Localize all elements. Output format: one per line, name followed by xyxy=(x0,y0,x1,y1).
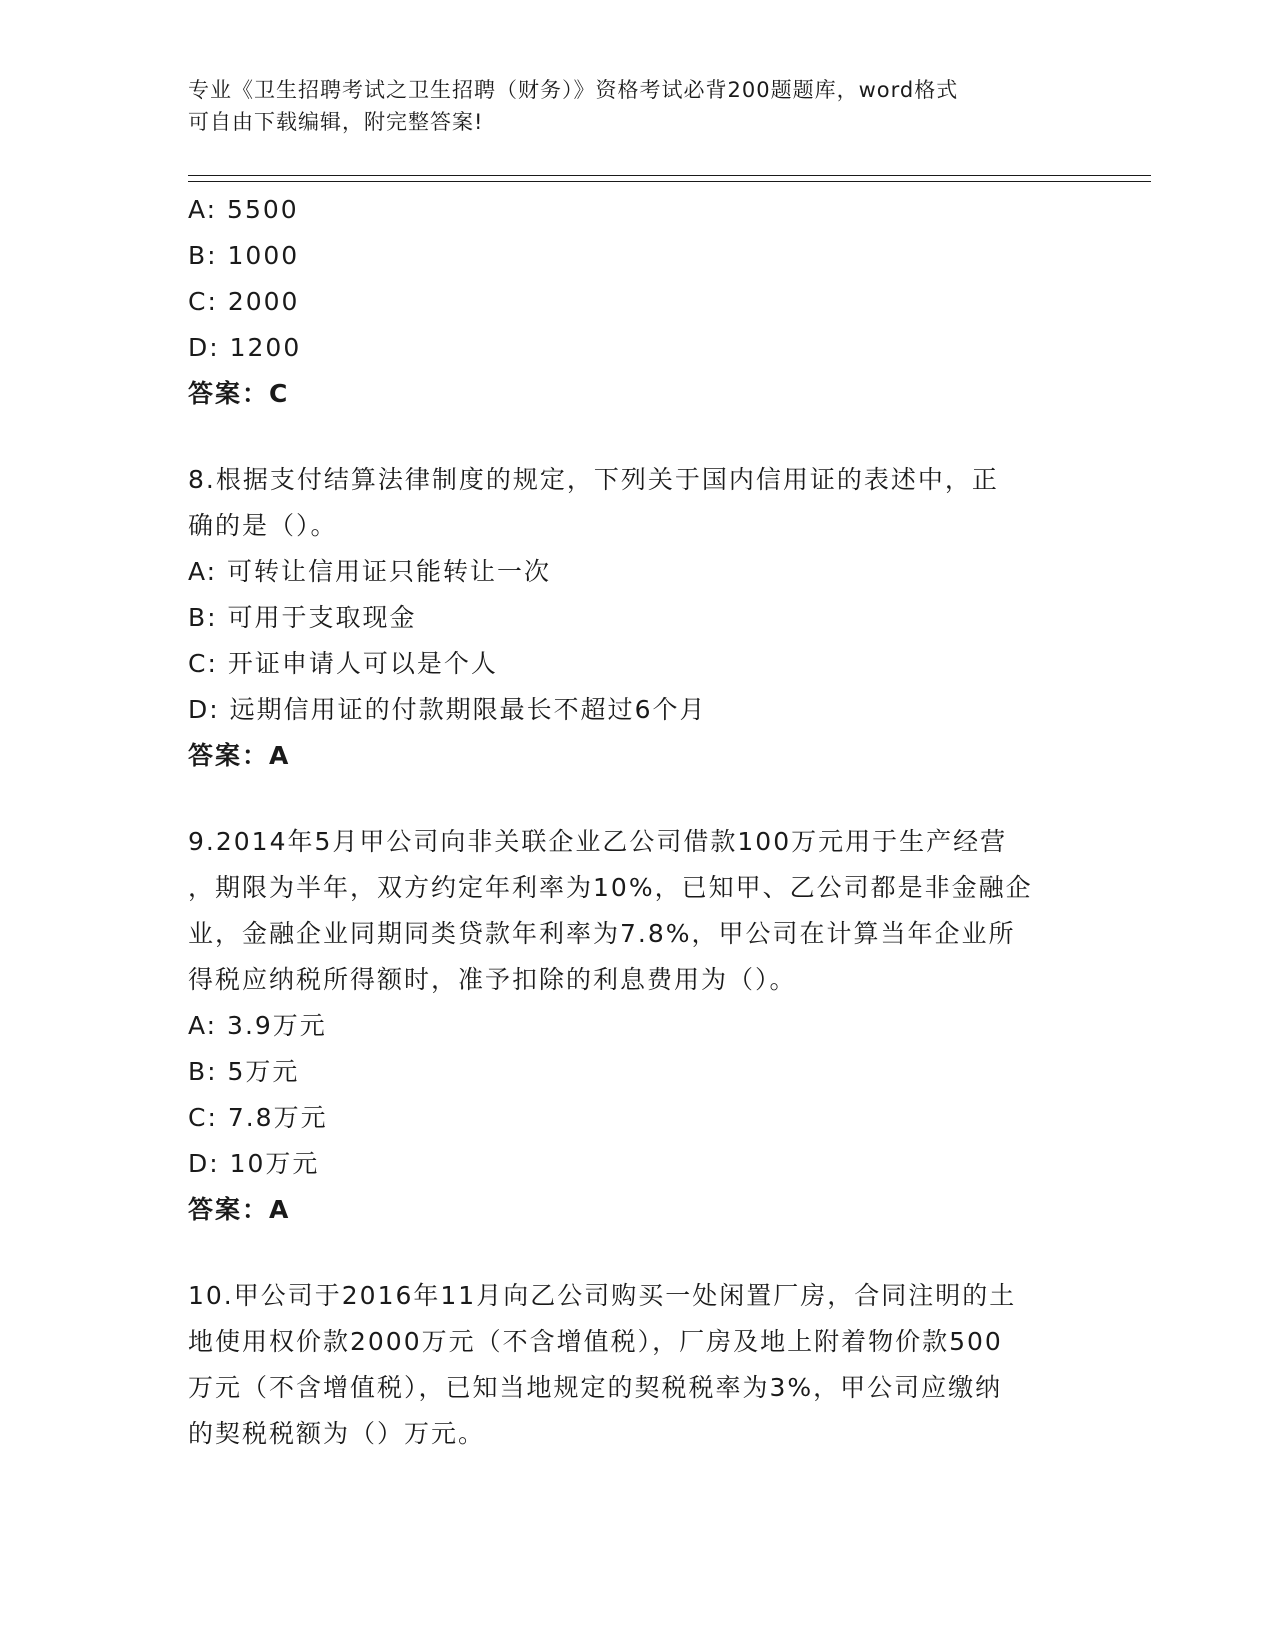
question-stem: 地使用权价款2000万元（不含增值税），厂房及地上附着物价款500 xyxy=(188,1327,1003,1356)
question-10 xyxy=(188,1273,1088,1457)
option-a: A: 5500 xyxy=(188,195,299,224)
question-stem: 9.2014年5月甲公司向非关联企业乙公司借款100万元用于生产经营 xyxy=(188,827,1008,856)
option-a: A: 3.9万元 xyxy=(188,1011,327,1040)
option-b: B: 可用于支取现金 xyxy=(188,603,417,632)
document-header xyxy=(188,74,1068,138)
question-stem: 得税应纳税所得额时，准予扣除的利息费用为（）。 xyxy=(188,965,797,994)
question-stem: 的契税税额为（）万元。 xyxy=(188,1419,486,1448)
option-d: D: 10万元 xyxy=(188,1149,320,1178)
question-7 xyxy=(188,187,1088,417)
question-stem: 8.根据支付结算法律制度的规定，下列关于国内信用证的表述中，正 xyxy=(188,465,999,494)
header-line: 可自由下载编辑，附完整答案! xyxy=(188,110,484,134)
option-b: B: 1000 xyxy=(188,241,300,270)
question-8 xyxy=(188,457,1088,779)
question-stem: 万元（不含增值税），已知当地规定的契税税率为3%，甲公司应缴纳 xyxy=(188,1373,1003,1402)
header-divider xyxy=(188,175,1151,176)
option-c: C: 7.8万元 xyxy=(188,1103,328,1132)
option-a: A: 可转让信用证只能转让一次 xyxy=(188,557,552,586)
option-d: D: 1200 xyxy=(188,333,302,362)
header-line: 专业《卫生招聘考试之卫生招聘（财务）》资格考试必背200题题库，word格式 xyxy=(188,78,959,102)
option-d: D: 远期信用证的付款期限最长不超过6个月 xyxy=(188,695,707,724)
option-b: B: 5万元 xyxy=(188,1057,300,1086)
question-9 xyxy=(188,819,1088,1233)
header-divider xyxy=(188,181,1151,182)
answer: 答案：C xyxy=(188,379,290,408)
option-c: C: 2000 xyxy=(188,287,300,316)
option-c: C: 开证申请人可以是个人 xyxy=(188,649,498,678)
question-stem: 业，金融企业同期同类贷款年利率为7.8%，甲公司在计算当年企业所 xyxy=(188,919,1016,948)
question-stem: 10.甲公司于2016年11月向乙公司购买一处闲置厂房，合同注明的土 xyxy=(188,1281,1017,1310)
question-list xyxy=(188,187,1088,1457)
question-stem: ，期限为半年，双方约定年利率为10%，已知甲、乙公司都是非金融企 xyxy=(188,873,1033,902)
question-stem: 确的是（）。 xyxy=(188,511,338,540)
answer: 答案：A xyxy=(188,741,291,770)
answer: 答案：A xyxy=(188,1195,291,1224)
